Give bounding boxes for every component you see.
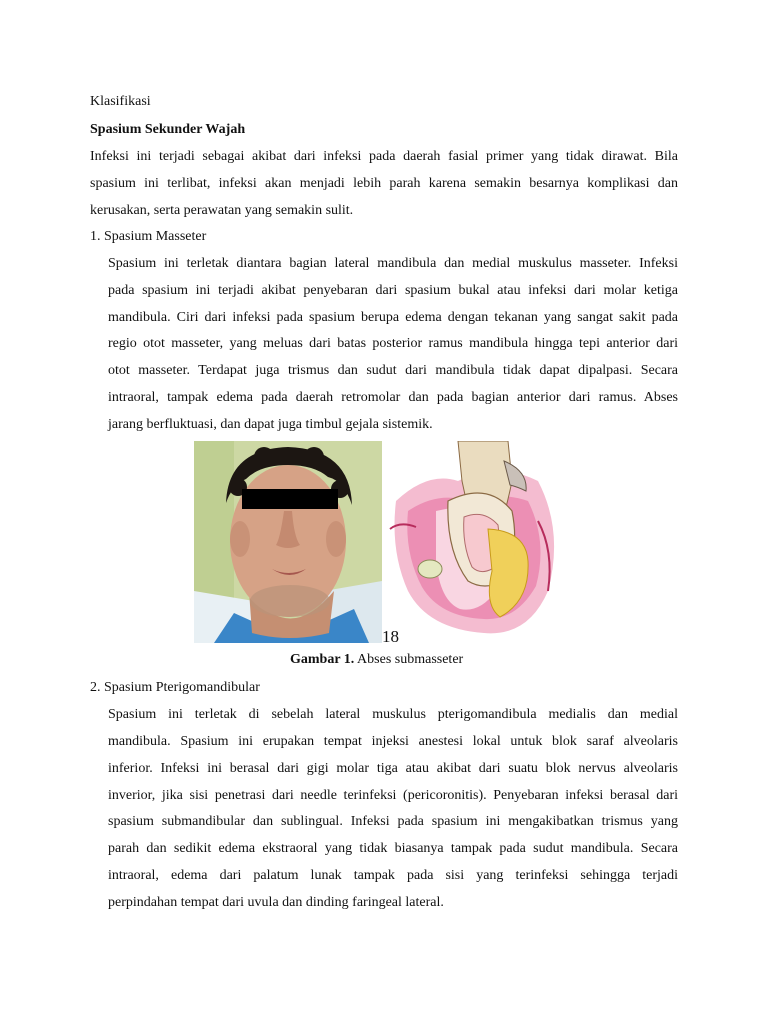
intro-line: Infeksi ini terjadi sebagai akibat dari infeksi pada daerah fasial primer yang tidak dirawat. Bila bbox=[90, 149, 678, 164]
heading-klasifikasi: Klasifikasi bbox=[90, 94, 151, 109]
subheading: Spasium Sekunder Wajah bbox=[90, 122, 246, 137]
section2-line: spasium submandibular dan sublingual. Infeksi pada spasium ini mengakibatkan trismus yang bbox=[108, 814, 678, 829]
section1-title: 1. Spasium Masseter bbox=[90, 229, 207, 244]
intro-line: kerusakan, serta perawatan yang semakin sulit. bbox=[90, 203, 354, 218]
section2-line: inferior. Infeksi ini berasal dari gigi molar tiga atau akibat dari suatu blok nervus alveolaris bbox=[108, 761, 678, 776]
section1-line: otot masseter. Terdapat juga trismus dan sudut dari mandibula tidak dapat dipalpasi. Secara bbox=[108, 363, 678, 378]
section1-line: jarang berfluktuasi, dan dapat juga timbul gejala sistemik. bbox=[108, 417, 433, 432]
figure-number: 18 bbox=[382, 627, 399, 646]
figure-caption-label: Gambar 1. bbox=[290, 652, 355, 667]
section2-line: intraoral, edema dari palatum lunak tampak pada sisi yang terinfeksi sehingga terjadi bbox=[108, 868, 678, 883]
intro-line: spasium ini terlibat, infeksi akan menjadi lebih parah karena semakin besarnya komplikasi dan bbox=[90, 176, 678, 191]
section2-line: perpindahan tempat dari uvula dan dinding faringeal lateral. bbox=[108, 895, 444, 910]
section2-title: 2. Spasium Pterigomandibular bbox=[90, 680, 260, 695]
section2-line: inverior, jika sisi penetrasi dari needle terinfeksi (pericoronitis). Penyebaran infeksi berasal dari bbox=[108, 788, 678, 803]
figure-caption-text: Abses submasseter bbox=[354, 652, 464, 667]
section1-line: pada spasium ini terjadi akibat penyebaran dari spasium bukal atau infeksi dari molar ketiga bbox=[108, 283, 678, 298]
section2-line: mandibula. Spasium ini erupakan tempat injeksi anestesi lokal untuk blok saraf alveolaris bbox=[108, 734, 678, 749]
section1-line: intraoral, tampak edema pada daerah retromolar dan pada bagian anterior dari ramus. Abses bbox=[108, 390, 678, 405]
patient-photo bbox=[194, 441, 382, 643]
section1-line: regio otot masseter, yang meluas dari batas posterior ramus mandibula hingga tepi anterior dari bbox=[108, 336, 678, 351]
section2-line: parah dan sedikit edema ekstraoral yang tidak biasanya tampak pada sudut mandibula. Secara bbox=[108, 841, 678, 856]
abscess-illustration bbox=[388, 441, 564, 641]
section1-line: mandibula. Ciri dari infeksi pada spasium berupa edema dengan tekanan yang sangat sakit pada bbox=[108, 310, 678, 325]
section1-line: Spasium ini terletak diantara bagian lateral mandibula dan medial muskulus masseter. Infeksi bbox=[108, 256, 678, 271]
section2-line: Spasium ini terletak di sebelah lateral muskulus pterigomandibula medialis dan medial bbox=[108, 707, 678, 722]
figure-caption bbox=[290, 651, 463, 669]
